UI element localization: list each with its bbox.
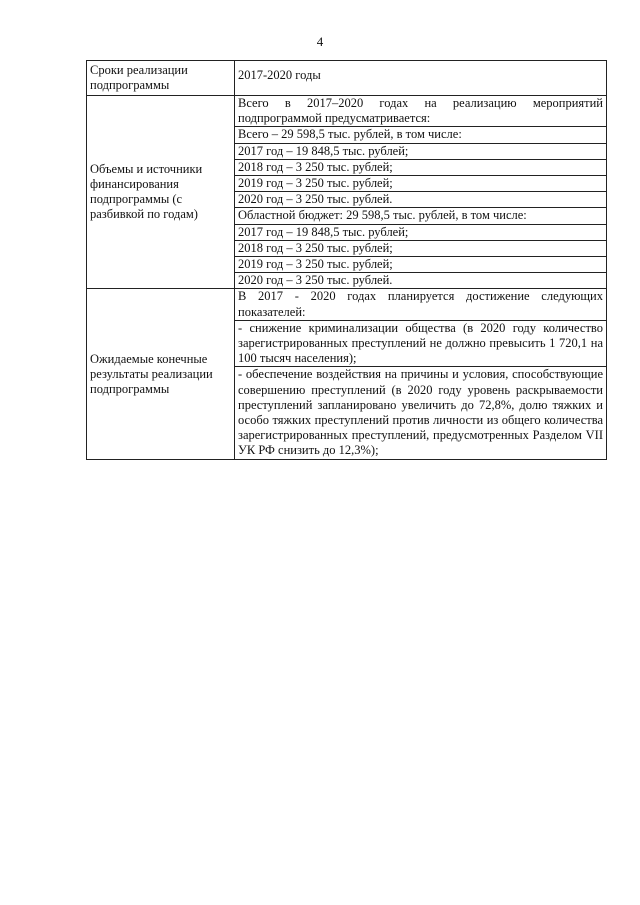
table-row	[87, 289, 607, 459]
results-paragraph: - обеспечение воздействия на причины и условия, способствующие совершению преступлений (в 2020 году уровень раскрываемости преступлений запланировано увеличить до 72,8%, долю тяжких и особо тяжких преступлений против личности из общего количества зарегистрированных преступлений, предусмотренных Разделом VII УК РФ снизить до 12,3%);	[235, 366, 606, 458]
row-value-funding	[235, 96, 607, 289]
timeline-value: 2017-2020 годы	[238, 68, 321, 82]
table-row	[87, 61, 607, 96]
funding-line: 2020 год – 3 250 тыс. рублей.	[235, 191, 606, 207]
funding-line: Всего в 2017–2020 годах на реализацию мероприятий	[238, 96, 603, 110]
row-label-funding: Объемы и источники финансирования подпрограммы (с разбивкой по годам)	[87, 96, 235, 289]
funding-line: 2019 год – 3 250 тыс. рублей;	[235, 256, 606, 272]
funding-line: 2020 год – 3 250 тыс. рублей.	[235, 272, 606, 288]
row-label-timeline: Сроки реализации подпрограммы	[87, 61, 235, 96]
page-number: 4	[316, 34, 324, 49]
funding-line: 2017 год – 19 848,5 тыс. рублей;	[235, 224, 606, 240]
funding-line: подпрограммой предусматривается:	[238, 111, 431, 126]
funding-line: Всего – 29 598,5 тыс. рублей, в том числе:	[235, 126, 606, 142]
table-row	[87, 96, 607, 289]
results-paragraph: В 2017 - 2020 годах планируется достижение следующих показателей:	[238, 289, 603, 319]
row-label-results: Ожидаемые конечные результаты реализации подпрограммы	[87, 289, 235, 459]
funding-line: 2018 год – 3 250 тыс. рублей;	[235, 159, 606, 175]
subprogram-passport-table	[86, 60, 607, 460]
results-paragraph: - снижение криминализации общества (в 2020 году количество зарегистрированных преступлений не должно превысить 1 720,1 на 100 тысяч населения);	[235, 320, 606, 367]
funding-line: 2019 год – 3 250 тыс. рублей;	[235, 175, 606, 191]
row-value-timeline	[235, 61, 607, 96]
row-value-results	[235, 289, 607, 459]
funding-line: Областной бюджет: 29 598,5 тыс. рублей, в том числе:	[235, 207, 606, 223]
funding-line: 2017 год – 19 848,5 тыс. рублей;	[235, 143, 606, 159]
funding-line: 2018 год – 3 250 тыс. рублей;	[235, 240, 606, 256]
